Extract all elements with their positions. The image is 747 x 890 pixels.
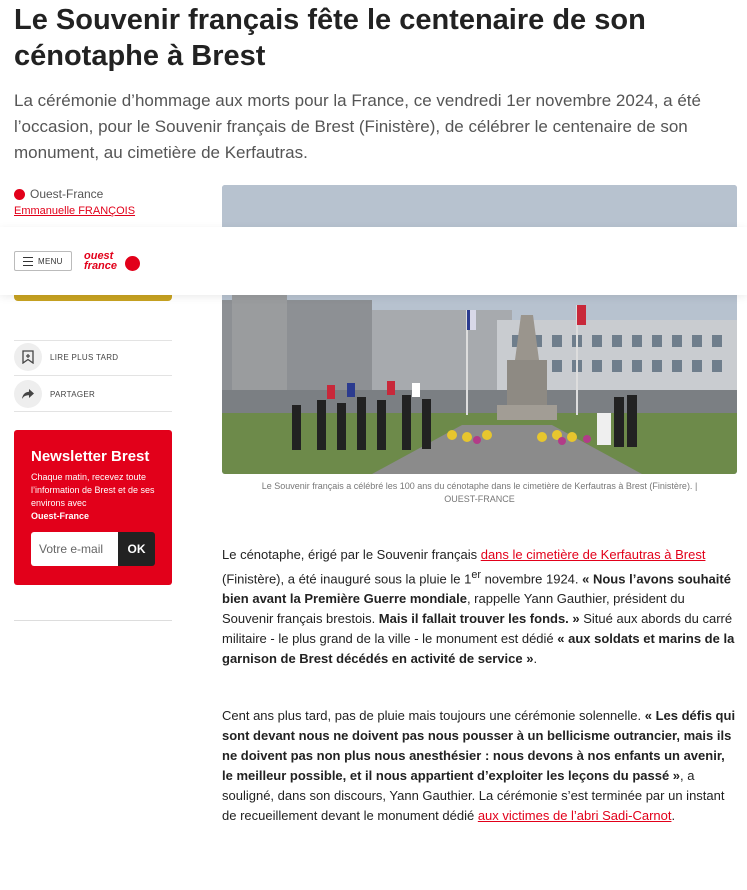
logo-ball-icon <box>125 256 140 271</box>
share-label: PARTAGER <box>50 389 96 399</box>
text-span: . <box>671 808 676 823</box>
article-lead: La cérémonie d’hommage aux morts pour la France, ce vendredi 1er novembre 2024, a été l’occasion, pour le Souvenir français de Brest (Finistère), de célébrer le centenaire de son monument, au cimetière de Kerfautras. <box>14 91 701 162</box>
ouest-france-logo-icon <box>14 189 25 200</box>
newsletter-title: Newsletter Brest <box>31 448 150 465</box>
newsletter-email-input[interactable] <box>31 532 118 566</box>
sidebar-divider <box>14 411 172 412</box>
bookmark-icon <box>14 343 42 371</box>
menu-button[interactable] <box>14 251 72 271</box>
site-header <box>0 227 747 295</box>
newsletter-desc-text: Chaque matin, recevez toute l’information de Brest et de ses environs avec <box>31 472 155 508</box>
newsletter-description <box>31 471 161 523</box>
source-line <box>14 187 103 201</box>
caption-credit: OUEST-FRANCE <box>444 494 515 504</box>
text-span: , a souligné, dans son discours, Yann Gauthier. La cérémonie s’est terminée par un instant de recueillement devant le monument dédié <box>222 768 725 823</box>
ouest-france-logo[interactable] <box>84 249 144 275</box>
read-later-label: LIRE PLUS TARD <box>50 352 119 362</box>
text-span: Cent ans plus tard, pas de pluie mais toujours une cérémonie solennelle. <box>222 708 645 723</box>
quote-bold: Mais il fallait trouver les fonds. » <box>378 611 580 627</box>
photo-caption <box>222 480 737 506</box>
share-button[interactable] <box>14 379 172 409</box>
newsletter-box <box>14 430 172 585</box>
text-span: (Finistère), a été inauguré sous la pluie le 1 <box>222 571 472 587</box>
sadi-carnot-link[interactable]: aux victimes de l’abri Sadi-Carnot <box>477 808 672 823</box>
hamburger-icon <box>23 257 33 266</box>
quote-bold: « aux soldats et marins de la garnison de Brest décédés en activité de service » <box>222 631 735 667</box>
sidebar-divider <box>14 620 172 621</box>
source-name: Ouest-France <box>30 187 104 201</box>
author-link[interactable]: Emmanuelle FRANÇOIS <box>14 205 136 217</box>
logo-text-line2: france <box>84 260 118 272</box>
text-span: novembre 1924. <box>480 571 583 587</box>
quote-bold: « Les défis qui sont devant nous ne doivent pas nous pousser à un bellicisme outrancier, mais ils ne doivent pas non plus nous anesthésier : nous devons à nos enfants un avenir, le meilleur possible, et il nous appartient d’exploiter les leçons du passé » <box>222 708 736 783</box>
sidebar-divider <box>14 375 172 376</box>
menu-label: MENU <box>38 256 63 266</box>
share-arrow-icon <box>14 380 42 408</box>
text-span: , rappelle Yann Gauthier, président du Souvenir français brestois. <box>222 591 685 627</box>
newsletter-submit-button[interactable]: OK <box>118 532 155 566</box>
article-paragraph <box>222 545 737 669</box>
read-later-button[interactable] <box>14 342 172 372</box>
kerfautras-link[interactable]: dans le cimetière de Kerfautras à Brest <box>480 547 706 562</box>
newsletter-brand: Ouest-France <box>31 511 90 521</box>
ordinal-suffix: er <box>471 569 481 581</box>
sidebar-divider <box>14 340 172 341</box>
article-paragraph <box>222 706 737 826</box>
caption-text: Le Souvenir français a célébré les 100 ans du cénotaphe dans le cimetière de Kerfautras à Brest (Finistère). | <box>261 481 698 491</box>
text-span: Le cénotaphe, érigé par le Souvenir français <box>222 547 481 562</box>
sidebar-accent-bar <box>14 294 172 301</box>
quote-bold: « Nous l’avons souhaité bien avant la Première Guerre mondiale <box>222 571 731 607</box>
text-span: . <box>533 651 538 667</box>
article-title: Le Souvenir français fête le centenaire de son cénotaphe à Brest <box>14 4 646 72</box>
text-span: Situé aux abords du carré militaire - le plus grand de la ville - le monument est dédié <box>222 611 733 647</box>
logo-text-line1: ouest <box>84 250 114 262</box>
